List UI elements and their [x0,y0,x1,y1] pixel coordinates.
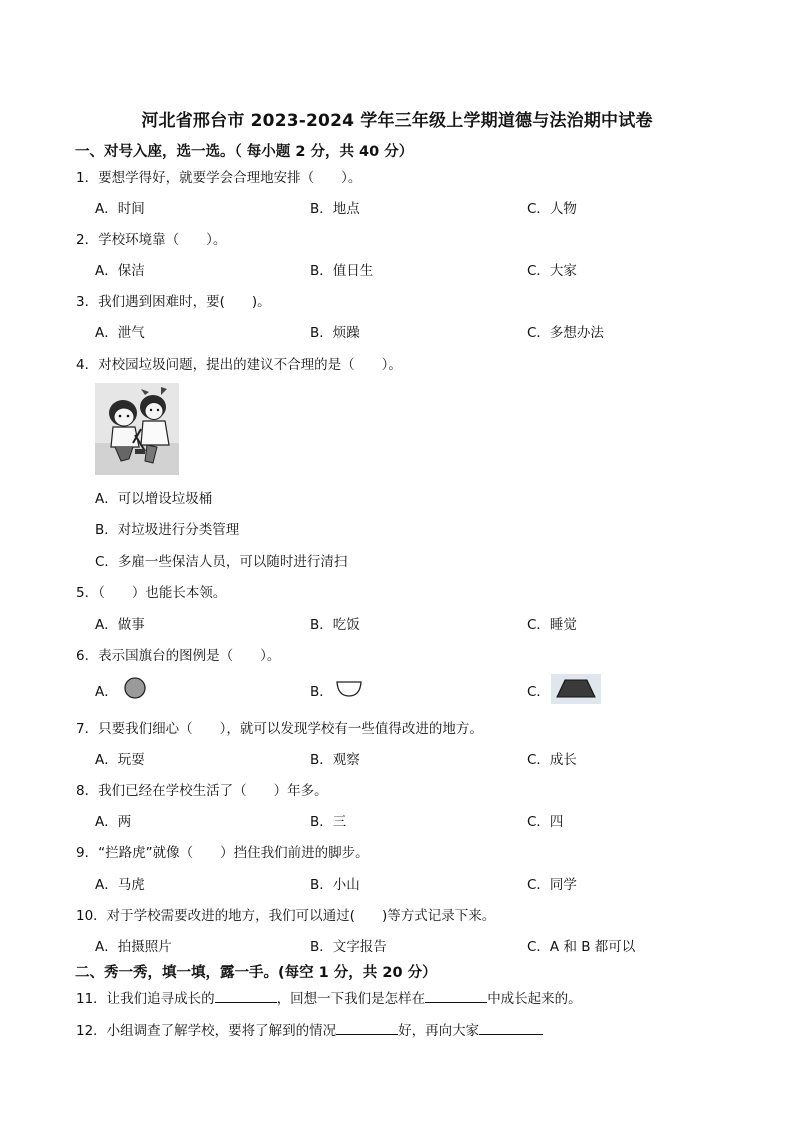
q2-option-b: B．值日生 [310,263,374,279]
question-6: 6．表示国旗台的图例是（ ）。 [76,648,281,664]
q11-text-2: ，回想一下我们是怎样在 [276,991,426,1007]
q12-blank-1 [336,1020,398,1035]
question-12 [76,1019,543,1039]
question-10: 10．对于学校需要改进的地方，我们可以通过( )等方式记录下来。 [76,908,496,924]
question-9: 9．“拦路虎”就像（ ）挡住我们前进的脚步。 [76,845,369,861]
q12-text-1: 12．小组调查了解学校，要将了解到的情况 [76,1023,337,1039]
q12-text-2: 好，再向大家 [398,1023,480,1039]
children-picking-up-trash-illustration [95,383,179,475]
q1-option-a: A．时间 [95,201,145,217]
q8-option-b: B．三 [310,814,347,830]
q10-option-c: C．A 和 B 都可以 [527,939,636,955]
q11-blank-2 [425,988,487,1003]
q10-option-b: B．文字报告 [310,939,387,955]
q11-text-1: 11．让我们追寻成长的 [76,991,215,1007]
question-7: 7．只要我们细心（ ），就可以发现学校有一些值得改进的地方。 [76,721,483,737]
question-2: 2．学校环境靠（ ）。 [76,232,227,248]
section-1-heading: 一、对号入座，选一选。（ 每小题 2 分，共 40 分） [75,144,414,160]
q8-option-a: A．两 [95,814,132,830]
q6-option-a: A． [95,684,118,700]
gray-circle-symbol [123,676,147,700]
q3-option-a: A．泄气 [95,325,145,341]
q4-option-b: B．对垃圾进行分类管理 [95,522,240,538]
question-11 [76,987,582,1007]
q10-option-a: A．拍摄照片 [95,939,172,955]
q4-option-c: C．多雇一些保洁人员，可以随时进行清扫 [95,554,348,570]
section-2-heading: 二、秀一秀，填一填，露一手。(每空 1 分，共 20 分） [75,965,437,981]
q11-blank-1 [215,988,277,1003]
question-8: 8．我们已经在学校生活了（ ）年多。 [76,783,328,799]
q7-option-b: B．观察 [310,752,360,768]
q12-blank-2 [479,1020,543,1035]
question-5: 5．（ ）也能长本领。 [76,585,227,601]
q5-option-a: A．做事 [95,617,145,633]
q7-option-a: A．玩耍 [95,752,145,768]
q2-option-c: C．大家 [527,263,577,279]
q1-option-b: B．地点 [310,201,360,217]
q7-option-c: C．成长 [527,752,577,768]
bowl-symbol [335,679,363,699]
q3-option-c: C．多想办法 [527,325,604,341]
question-1: 1．要想学得好，就要学会合理地安排（ ）。 [76,170,362,186]
q6-option-b: B． [310,684,333,700]
q2-option-a: A．保洁 [95,263,145,279]
trapezoid-flag-platform-symbol [551,674,601,704]
q8-option-c: C．四 [527,814,564,830]
q5-option-c: C．睡觉 [527,617,577,633]
q1-option-c: C．人物 [527,201,577,217]
question-3: 3．我们遇到困难时，要( )。 [76,294,271,310]
q3-option-b: B．烦躁 [310,325,360,341]
q9-option-c: C．同学 [527,877,577,893]
q11-text-3: 中成长起来的。 [487,991,582,1007]
page-title: 河北省邢台市 2023-2024 学年三年级上学期道德与法治期中试卷 [141,111,653,131]
q5-option-b: B．吃饭 [310,617,360,633]
q9-option-b: B．小山 [310,877,360,893]
q6-option-c: C． [527,684,550,700]
q4-option-a: A．可以增设垃圾桶 [95,491,213,507]
q9-option-a: A．马虎 [95,877,145,893]
question-4: 4．对校园垃圾问题，提出的建议不合理的是（ ）。 [76,357,402,373]
